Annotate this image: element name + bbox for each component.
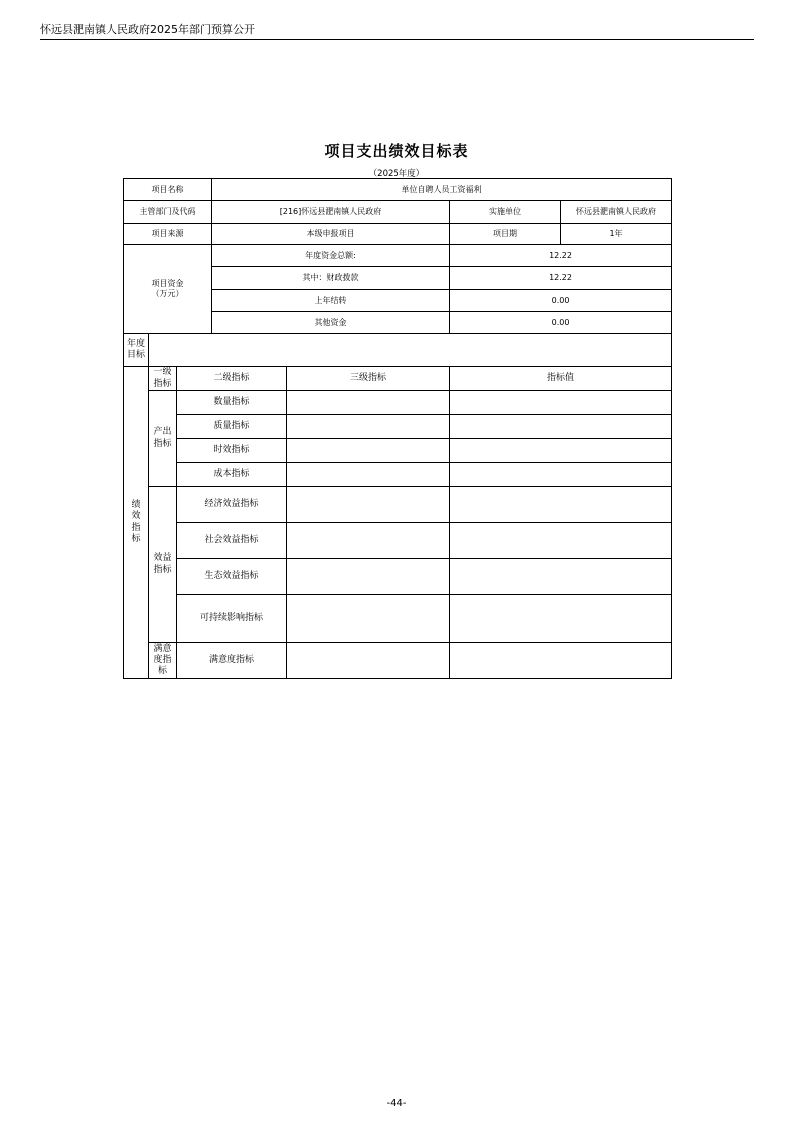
perf-indicator-char: 指 <box>131 522 141 533</box>
fiscal-value: 12.22 <box>450 267 672 290</box>
level3-cell <box>287 595 450 643</box>
annual-total-label: 年度资金总额: <box>212 245 450 267</box>
level2-header: 二级指标 <box>177 367 287 391</box>
satisfaction-label-line: 标 <box>157 666 167 677</box>
value-cell <box>450 595 672 643</box>
annual-goal-value <box>149 334 672 367</box>
annual-total-value: 12.22 <box>450 245 672 267</box>
benefit-item: 社会效益指标 <box>177 523 287 559</box>
impl-unit-value: 怀远县淝南镇人民政府 <box>561 201 672 224</box>
annual-goal-label-line1: 年度 <box>126 338 145 349</box>
performance-target-table <box>123 178 672 679</box>
funds-label <box>124 245 212 334</box>
funds-label-line2: （万元） <box>151 289 184 298</box>
output-indicator-label <box>149 391 177 487</box>
other-funds-value: 0.00 <box>450 312 672 334</box>
dept-value: [216]怀远县淝南镇人民政府 <box>212 201 450 224</box>
perf-indicator-char: 绩 <box>131 500 141 510</box>
value-cell <box>450 523 672 559</box>
satisfaction-item: 满意度指标 <box>177 643 287 679</box>
benefit-label-line1: 效益 <box>153 553 172 564</box>
level3-cell <box>287 415 450 439</box>
value-cell <box>450 643 672 679</box>
impl-unit-label: 实施单位 <box>450 201 561 224</box>
output-item: 成本指标 <box>177 463 287 487</box>
dept-label: 主管部门及代码 <box>124 201 212 224</box>
carryover-value: 0.00 <box>450 290 672 312</box>
level3-header: 三级指标 <box>287 367 450 391</box>
level3-cell <box>287 487 450 523</box>
level1-header <box>149 367 177 391</box>
output-item: 时效指标 <box>177 439 287 463</box>
output-label-line1: 产出 <box>153 427 172 438</box>
level3-cell <box>287 523 450 559</box>
perf-indicator-label <box>124 367 149 679</box>
source-label: 项目来源 <box>124 224 212 245</box>
project-name-label: 项目名称 <box>124 179 212 201</box>
benefit-item: 经济效益指标 <box>177 487 287 523</box>
value-cell <box>450 439 672 463</box>
level3-cell <box>287 463 450 487</box>
fiscal-label: 其中：财政拨款 <box>212 267 450 290</box>
source-value: 本级申报项目 <box>212 224 450 245</box>
benefit-indicator-label <box>149 487 177 643</box>
benefit-item: 生态效益指标 <box>177 559 287 595</box>
output-item: 质量指标 <box>177 415 287 439</box>
satisfaction-label-line: 满意 <box>153 643 172 654</box>
output-item: 数量指标 <box>177 391 287 415</box>
carryover-label: 上年结转 <box>212 290 450 312</box>
page-header: 怀远县淝南镇人民政府2025年部门预算公开 <box>40 23 255 36</box>
value-cell <box>450 463 672 487</box>
benefit-label-line2: 指标 <box>153 564 172 575</box>
header-divider <box>40 39 754 40</box>
level3-cell <box>287 559 450 595</box>
perf-indicator-char: 效 <box>131 511 141 522</box>
period-value: 1年 <box>561 224 672 245</box>
document-title: 项目支出绩效目标表 <box>324 142 469 160</box>
satisfaction-indicator-label <box>149 643 177 679</box>
level3-cell <box>287 439 450 463</box>
document-year: （2025年度） <box>368 169 425 179</box>
annual-goal-label-line2: 目标 <box>126 350 145 360</box>
annual-goal-label <box>124 334 149 367</box>
indicator-value-header: 指标值 <box>450 367 672 391</box>
value-cell <box>450 415 672 439</box>
funds-label-line1: 项目资金 <box>151 279 184 288</box>
level1-header-line2: 指标 <box>153 378 172 389</box>
value-cell <box>450 391 672 415</box>
period-label: 项目期 <box>450 224 561 245</box>
project-name-value: 单位自聘人员工资福利 <box>212 179 672 201</box>
level3-cell <box>287 391 450 415</box>
level3-cell <box>287 643 450 679</box>
satisfaction-label-line: 度指 <box>153 654 172 665</box>
perf-indicator-char: 标 <box>131 533 141 544</box>
output-label-line2: 指标 <box>153 438 172 449</box>
other-funds-label: 其他资金 <box>212 312 450 334</box>
page-number: -44- <box>386 1098 407 1109</box>
benefit-item: 可持续影响指标 <box>177 595 287 643</box>
level1-header-line1: 一级 <box>153 367 172 378</box>
value-cell <box>450 487 672 523</box>
value-cell <box>450 559 672 595</box>
